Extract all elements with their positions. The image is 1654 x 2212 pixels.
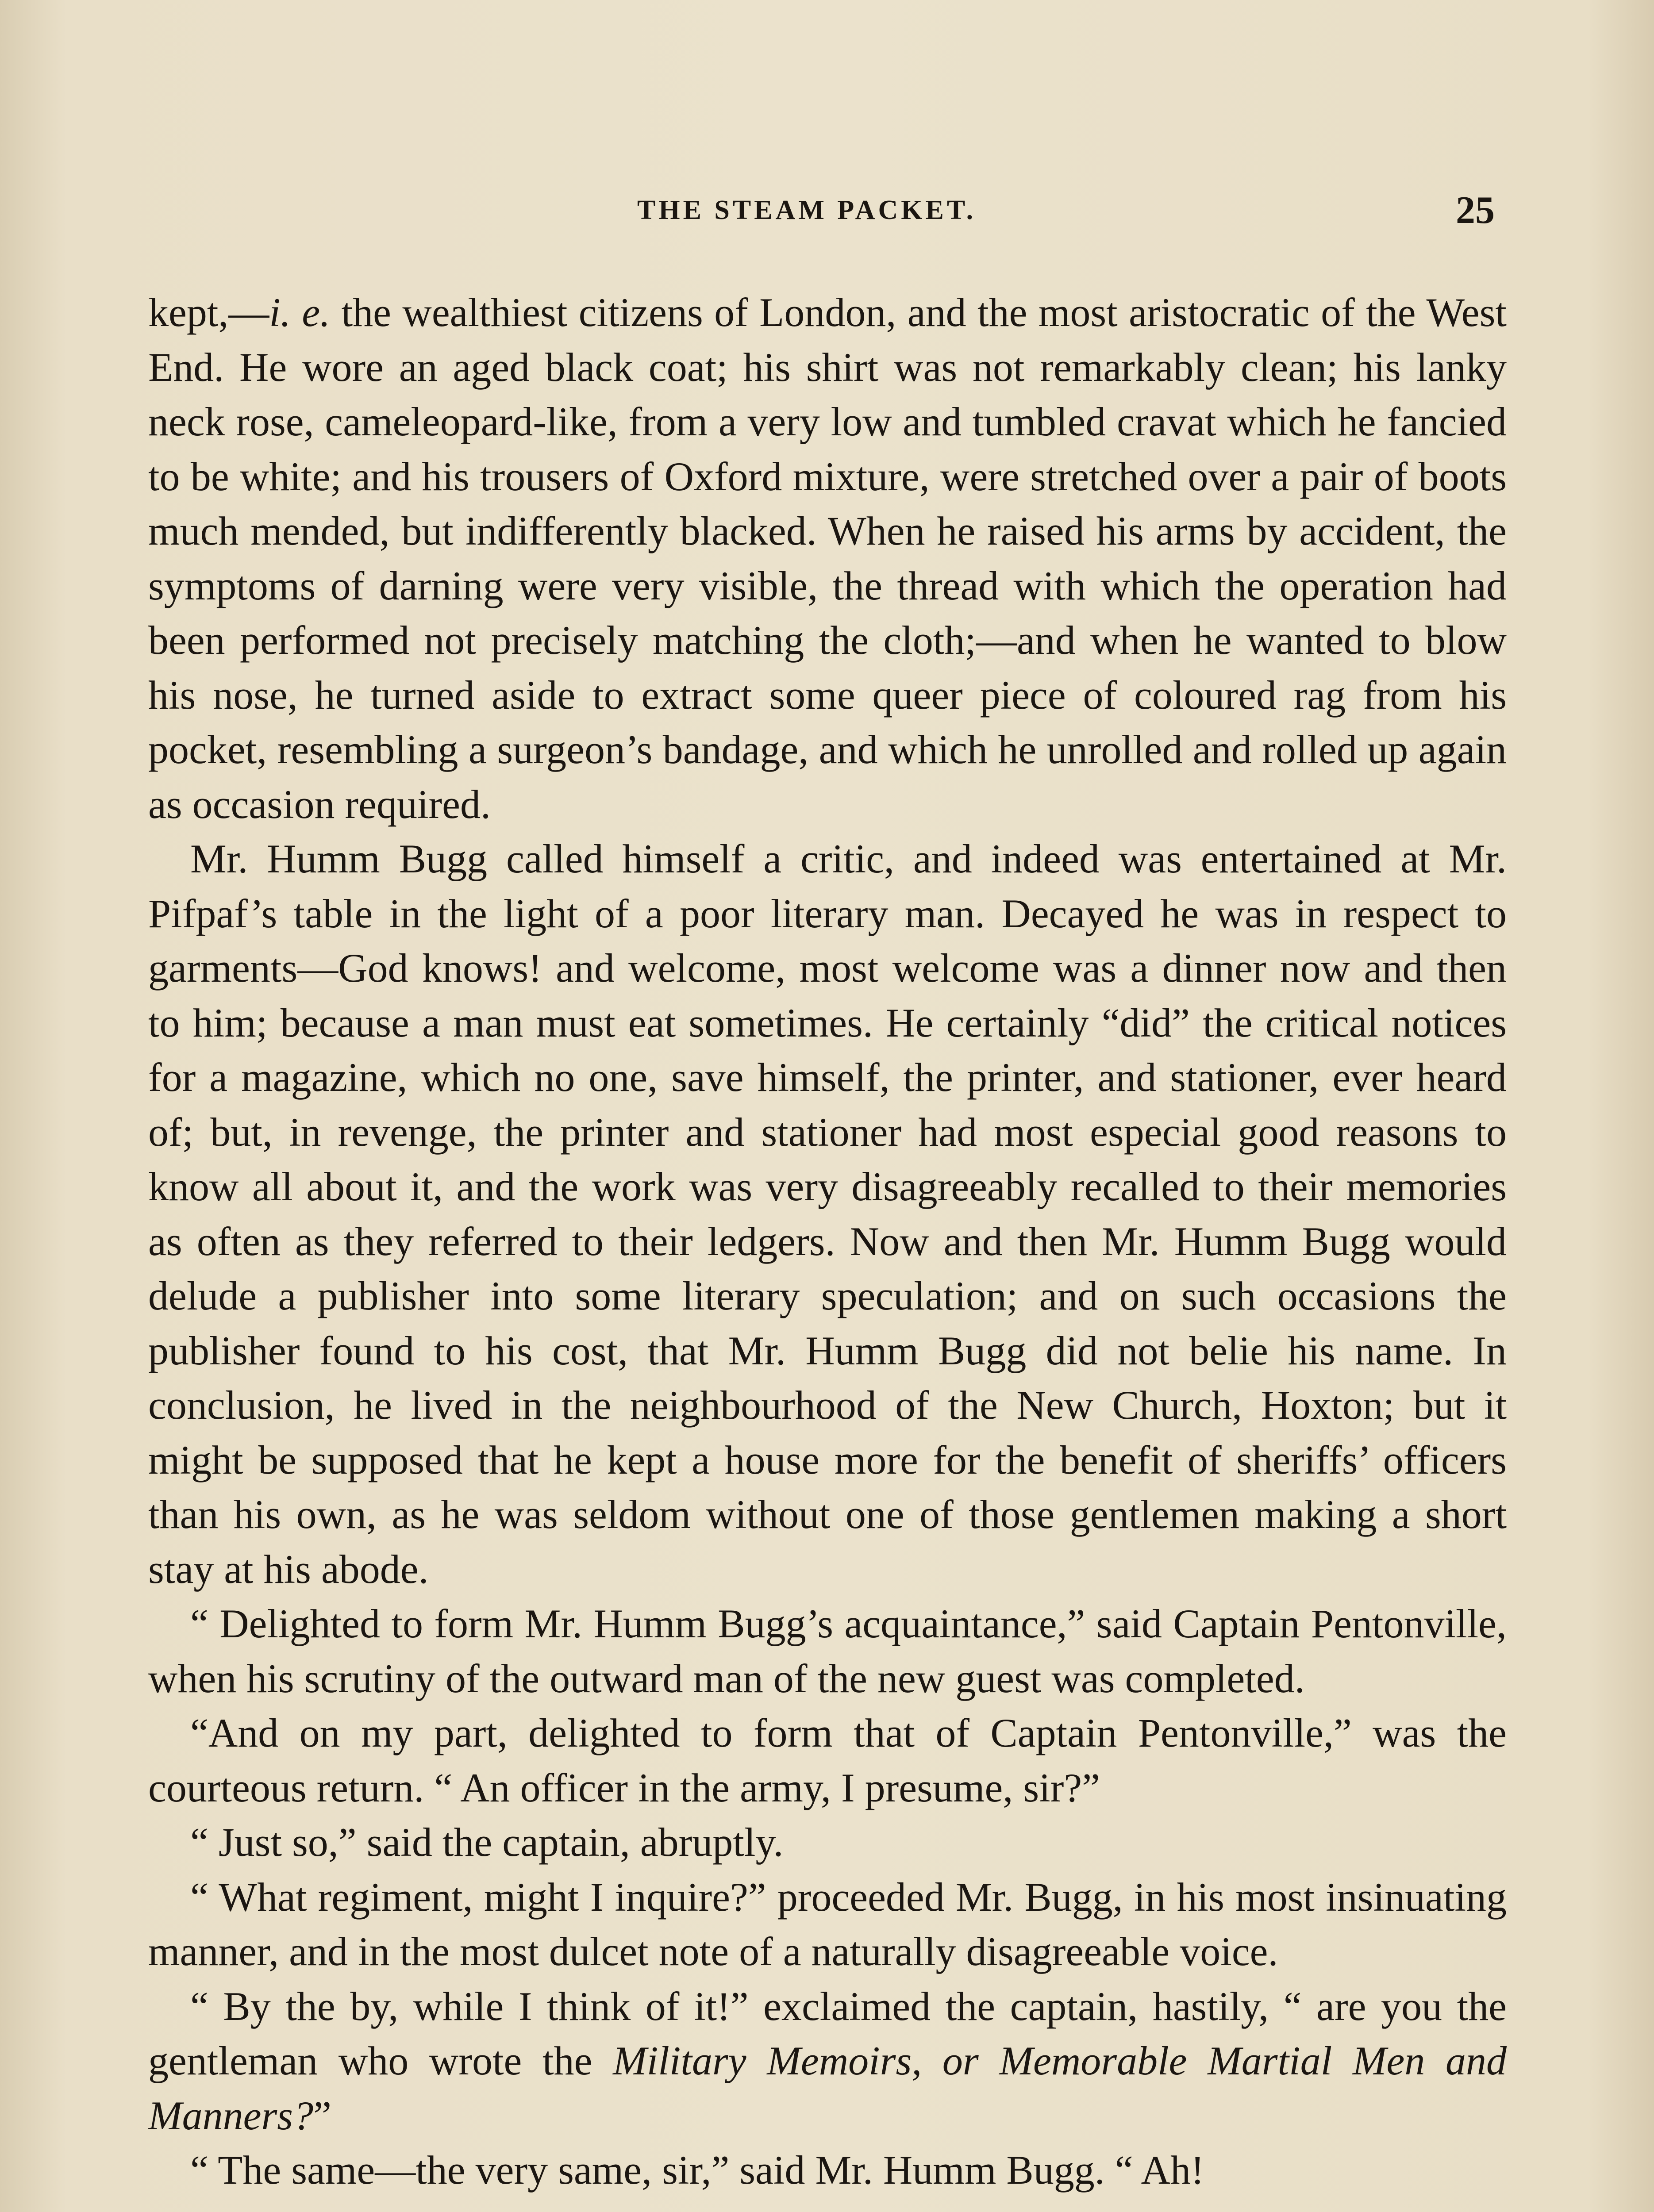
- paragraph: [148, 1815, 1507, 1870]
- text-run: “And on my part, delighted to form that of Captain Pentonville,” was the courteous return. “ An officer in the army, I presume, sir?”: [148, 1710, 1507, 1810]
- text-run: “ By the by, while I think of it!” exclaimed the captain, hastily, “ are you the gentleman who wrote the: [148, 1983, 1507, 2083]
- body-text: [148, 285, 1507, 2198]
- text-run: ”: [313, 2093, 331, 2138]
- text-run: “ Delighted to form Mr. Humm Bugg’s acquaintance,” said Captain Pentonville, when his scrutiny of the outward man of the new guest was completed.: [148, 1601, 1507, 1701]
- italic-text-run: i. e.: [269, 290, 331, 335]
- italic-text-run: Military Memoirs, or Memorable Martial Men and Manners?: [148, 2038, 1507, 2138]
- text-run: “ The same—the very same, sir,” said Mr. Humm Bugg. “ Ah!: [190, 2147, 1204, 2193]
- paragraph: [148, 285, 1507, 832]
- text-run: “ What regiment, might I inquire?” proceeded Mr. Bugg, in his most insinuating manner, and in the most dulcet note of a naturally disagreeable voice.: [148, 1874, 1507, 1974]
- running-title: THE STEAM PACKET.: [637, 195, 977, 225]
- text-run: kept,—: [148, 290, 269, 335]
- text-run: “ Just so,” said the captain, abruptly.: [190, 1820, 784, 1865]
- paragraph: [148, 832, 1507, 1597]
- text-run: the wealthiest citizens of London, and the most aristocratic of the West End. He wore an aged black coat; his shirt was not remarkably clean; his lanky neck rose, cameleopard-like, from a very low and tumbled cravat which he fancied to be white; and his trousers of Oxford mixture, were stretched over a pair of boots much mended, but indifferently blacked. When he raised his arms by accident, the symptoms of darning were very visible, the thread with which the operation had been performed not precisely matching the cloth;—and when he wanted to blow his nose, he turned aside to extract some queer piece of coloured rag from his pocket, resembling a surgeon’s bandage, and which he unrolled and rolled up again as occasion required.: [148, 290, 1507, 827]
- page-number: 25: [1456, 189, 1495, 232]
- paragraph: [148, 1870, 1507, 1979]
- paragraph: [148, 1706, 1507, 1815]
- paragraph: [148, 1597, 1507, 1706]
- paragraph: [148, 1979, 1507, 2143]
- paragraph: [148, 2143, 1507, 2198]
- text-run: Mr. Humm Bugg called himself a critic, and indeed was entertained at Mr. Pifpaf’s table in the light of a poor literary man. Decayed he was in respect to garments—God knows! and welcome, most welcome was a dinner now and then to him; because a man must eat sometimes. He certainly “did” the critical notices for a magazine, which no one, save himself, the printer, and stationer, ever heard of; but, in revenge, the printer and stationer had most especial good reasons to know all about it, and the work was very disagreeably recalled to their memories as often as they referred to their ledgers. Now and then Mr. Humm Bugg would delude a publisher into some literary speculation; and on such occasions the publisher found to his cost, that Mr. Humm Bugg did not belie his name. In conclusion, he lived in the neighbourhood of the New Church, Hoxton; but it might be supposed that he kept a house more for the benefit of sheriffs’ officers than his own, as he was seldom without one of those gentlemen making a short stay at his abode.: [148, 836, 1507, 1592]
